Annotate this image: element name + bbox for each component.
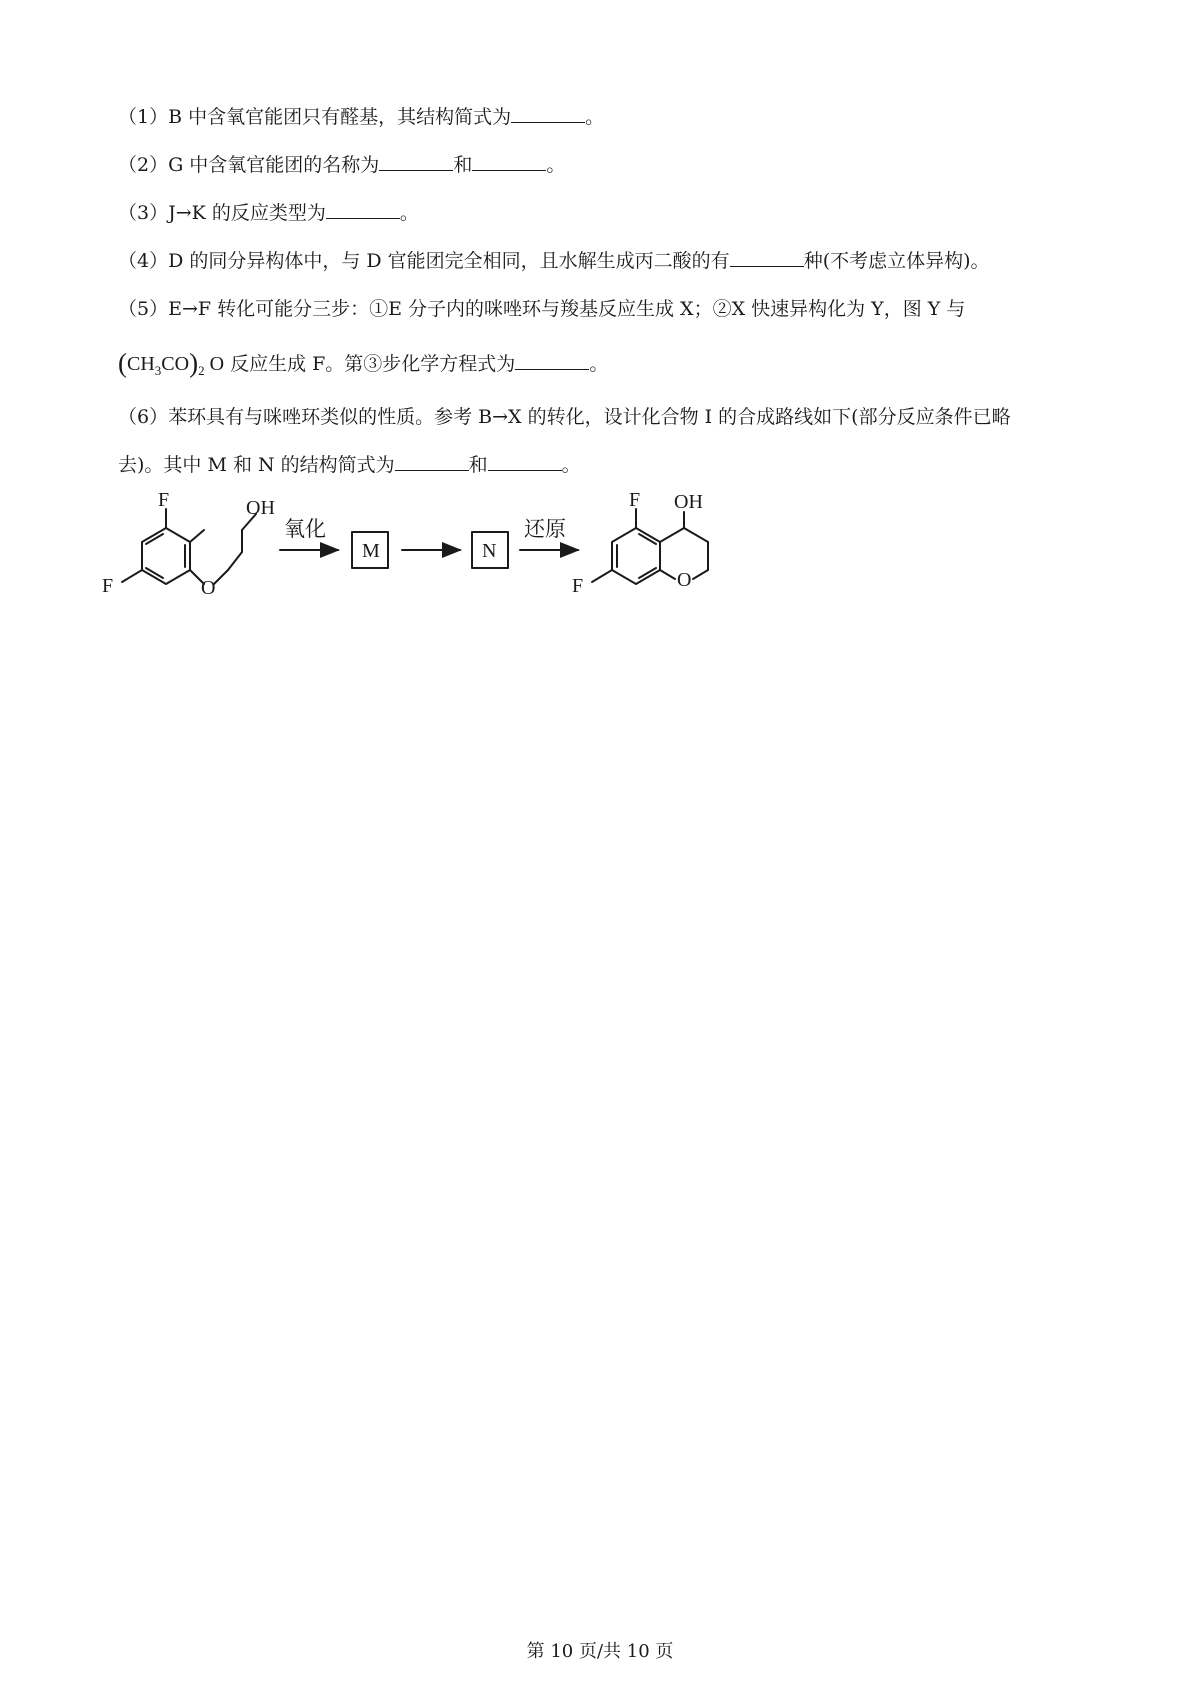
question-6-line-1 <box>118 404 1011 430</box>
question-2-end: 。 <box>546 154 566 176</box>
answer-blank <box>511 105 585 123</box>
answer-blank <box>730 249 804 267</box>
answer-blank <box>472 153 546 171</box>
question-5-line-1 <box>118 296 965 322</box>
question-6-text-2: 去)。其中 M 和 N 的结构简式为 <box>118 454 395 476</box>
formula-ch: CH <box>127 353 155 375</box>
product-f-bottom-label: F <box>572 575 584 597</box>
product-oh-label: OH <box>674 491 703 513</box>
question-1-text: （1）B 中含氧官能团只有醛基，其结构简式为 <box>118 106 512 128</box>
question-6-end: 。 <box>561 454 581 476</box>
question-2 <box>118 152 565 178</box>
question-5-line-2 <box>118 350 608 384</box>
starting-material-structure <box>122 509 256 584</box>
answer-blank <box>488 453 562 471</box>
compound-m-label: M <box>362 540 380 562</box>
oxidation-label: 氧化 <box>284 517 326 541</box>
synthesis-scheme <box>100 488 800 618</box>
answer-blank <box>395 453 469 471</box>
question-4 <box>118 248 990 274</box>
compound-n-label: N <box>482 540 497 562</box>
formula-o: O <box>204 353 225 375</box>
product-f-top-label: F <box>629 489 641 511</box>
start-o-label: O <box>201 577 216 599</box>
question-6-line-2 <box>118 452 581 478</box>
start-f-bottom-label: F <box>102 575 114 597</box>
question-6-mid: 和 <box>468 454 488 476</box>
question-5-text: （5）E→F 转化可能分三步：①E 分子内的咪唑环与羧基反应生成 X；②X 快速异构化为 Y，图 Y 与 <box>118 298 966 320</box>
question-6-text: （6）苯环具有与咪唑环类似的性质。参考 B→X 的转化，设计化合物 I 的合成路线如下(部分反应条件已略 <box>118 406 1011 428</box>
question-4-text: （4）D 的同分异构体中，与 D 官能团完全相同，且水解生成丙二酸的有 <box>118 250 730 272</box>
question-3-text: （3）J→K 的反应类型为 <box>118 202 326 224</box>
formula-co: CO <box>161 353 190 375</box>
answer-blank <box>326 201 400 219</box>
question-1-end: 。 <box>585 106 605 128</box>
formula-sub-2: 2 <box>198 363 205 378</box>
answer-blank <box>379 153 453 171</box>
start-oh-label: OH <box>246 497 275 519</box>
question-3 <box>118 200 419 226</box>
reduction-label: 还原 <box>524 517 566 541</box>
question-1 <box>118 104 604 130</box>
question-4-end: 种(不考虑立体异构)。 <box>803 250 990 272</box>
product-o-label: O <box>677 569 692 591</box>
answer-blank <box>515 352 589 370</box>
formula-paren-right: ) <box>189 348 199 378</box>
question-5-text-2: 反应生成 F。第③步化学方程式为 <box>224 353 516 375</box>
question-2-text: （2）G 中含氧官能团的名称为 <box>118 154 380 176</box>
page-footer: 第 10 页/共 10 页 <box>526 1641 674 1662</box>
start-f-top-label: F <box>158 489 170 511</box>
question-5-end: 。 <box>589 353 609 375</box>
formula-sub-3: 3 <box>154 363 162 378</box>
question-3-end: 。 <box>399 202 419 224</box>
acetic-anhydride-formula <box>118 348 225 378</box>
formula-paren-left: ( <box>118 348 127 378</box>
question-2-mid: 和 <box>453 154 473 176</box>
